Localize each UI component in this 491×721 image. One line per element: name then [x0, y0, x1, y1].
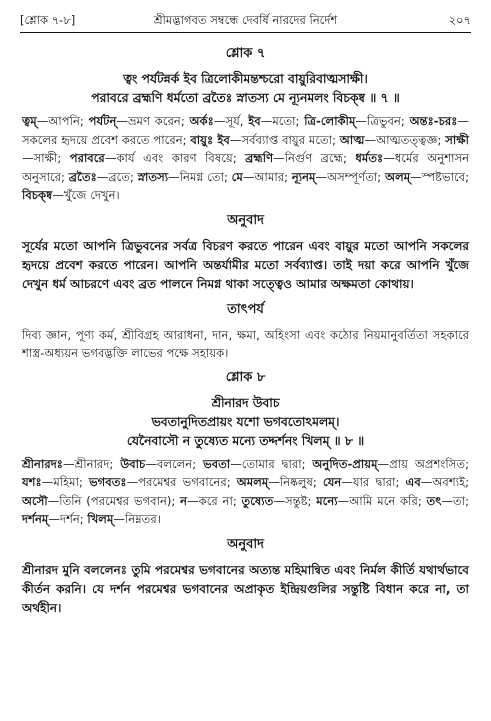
- synonym-term: পরাবরে: [69, 151, 105, 165]
- header-chapter-title: শ্রীমদ্ভাগবত সম্বন্ধে দেবর্ষি নারদের নির্দেশ: [153, 13, 338, 27]
- verse8-heading: শ্লোক ৮: [225, 369, 266, 385]
- verse8-text: [22, 394, 469, 451]
- synonym-term: অসৌ: [22, 493, 48, 508]
- synonym-term: পর্যটন্: [88, 114, 117, 128]
- synonym-term: ভবতা: [203, 456, 231, 471]
- synonym-term: মন্যে: [316, 493, 338, 508]
- synonym-meaning: সূর্য,: [225, 114, 249, 128]
- synonym-meaning: মহিমা;: [53, 475, 90, 489]
- synonym-meaning: আত্মতত্ত্বজ্ঞ;: [376, 132, 446, 147]
- synonym-term: অন্তঃ-চরঃ: [409, 114, 458, 128]
- synonym-term: যেন: [322, 475, 342, 489]
- synonym-meaning: স্পষ্টভাবে;: [421, 169, 470, 184]
- verse7-text: [22, 70, 469, 108]
- synonym-meaning: নিষ্কলুষ;: [279, 475, 323, 489]
- synonym-term: ত্রি-লোকীম্: [304, 114, 356, 128]
- verse7-translation: সূর্যের মতো আপনি ত্রিভুবনের সর্বত্র বিচরণ করতে পারেন এবং বায়ুর মতো আপনি সকলের হৃদয়ে প্রবেশ করতে পারেন। আপনি অন্তর্যামীর মতো সর্বব্যাপ্ত। তাই দয়া করে আপনি খুঁজে দেখুন ধর্ম আচরণে এবং ব্রত পালনে নিমগ্ন থাকা সত্ত্বেও আমার অক্ষমতা কোথায়।: [22, 238, 469, 291]
- verse8-speaker: শ্রীনারদ উবাচ: [211, 395, 280, 410]
- verse8-translation: শ্রীনারদ মুনি বললেনঃ তুমি পরমেশ্বর ভগবানের অত্যন্ত মহিমান্বিত এবং নির্মল কীর্তি যথার্থভাবে কীর্তন করনি। যে দর্শন পরমেশ্বর ভগবানের অপ্রাকৃত ইন্দ্রিয়গুলির সন্তুষ্টি বিধান করে না, তা অর্থহীন।: [22, 562, 469, 615]
- synonym-meaning: যার দ্বারা;: [352, 475, 406, 489]
- synonym-term: অর্কঃ: [189, 114, 214, 128]
- verse7-translation-heading: অনুবাদ: [227, 212, 264, 228]
- synonym-meaning: করে না;: [198, 493, 242, 508]
- synonym-meaning: সকলের হৃদয়ে প্রবেশ করতে পারেন;: [22, 132, 191, 147]
- synonym-meaning: নিমগ্ন তো;: [179, 169, 232, 184]
- synonym-meaning: তোমার দ্বারা;: [241, 456, 313, 471]
- verse8-translation-heading: অনুবাদ: [227, 536, 264, 552]
- synonym-term: অনুদিত-প্রায়ম্: [312, 456, 378, 471]
- synonym-meaning: ব্রতে;: [108, 169, 138, 184]
- synonym-term: তৎ: [426, 493, 442, 508]
- synonym-meaning: তা;: [453, 493, 469, 508]
- synonym-meaning: মতো;: [272, 114, 305, 128]
- synonym-term: এব: [405, 475, 421, 489]
- verse8-line-2: যেনৈবাসৌ ন তুষ্যেত মন্যে তদ্দর্শনং খিলম্ ॥ ৮ ॥: [126, 433, 365, 448]
- synonym-term: ন্যূনম্: [291, 169, 316, 184]
- synonym-term: ন: [180, 493, 188, 508]
- verse7-purport-heading: তাৎপর্য: [227, 301, 264, 317]
- synonym-term: খিলম্: [87, 512, 114, 526]
- synonym-meaning: সর্বব্যাপ্ত বায়ুর মতো;: [241, 132, 340, 147]
- synonym-meaning: অবশ্যই;: [432, 475, 470, 489]
- synonym-term: উবাচ: [120, 456, 146, 471]
- synonym-meaning: খুঁজে দেখুন।: [63, 188, 120, 202]
- synonym-term: ত্বম্: [22, 114, 37, 128]
- synonym-meaning: পরমেশ্বর ভগবানের;: [138, 475, 237, 489]
- synonym-term: ইব: [248, 114, 261, 128]
- synonym-meaning: আপনি;: [48, 114, 89, 128]
- verse7-line-1: ত্বং পর্যটন্নর্ক ইব ত্রিলোকীমন্তশ্চরো বায়ুরিবাত্মসাক্ষী।: [123, 72, 368, 86]
- synonym-term: বায়ুঃ ইব: [190, 132, 230, 147]
- synonym-meaning: ভ্রমণ করেন;: [128, 114, 190, 128]
- synonym-term: সাক্ষী: [445, 132, 469, 147]
- header-page-number: ২০৭: [448, 13, 471, 27]
- synonym-meaning: বললেন;: [156, 456, 204, 471]
- synonym-meaning: ধর্মের অনুশাসন অনুসারে;: [22, 151, 470, 184]
- synonym-term: স্নাতস্য: [137, 169, 169, 184]
- synonym-term: তুষ্যেত: [241, 493, 274, 508]
- synonym-meaning: আমার;: [254, 169, 292, 184]
- synonym-meaning: ত্রিভুবন;: [367, 114, 410, 128]
- verse7-purport: দিব্য জ্ঞান, পূণ্য কর্ম, শ্রীবিগ্রহ আরাধনা, দান, ক্ষমা, অহিংসা এবং কঠোর নিয়মানুবর্তিতা সহকারে শাস্ত্র-অধ্যয়ন ভগবদ্ভক্তি লাভের পক্ষে সহায়ক।: [22, 327, 469, 360]
- synonym-term: ভগবতঃ: [89, 475, 127, 489]
- synonym-term: মে: [231, 169, 243, 184]
- synonym-meaning: প্রায় অপ্রশংসিত;: [389, 456, 469, 471]
- synonym-term: দর্শনম্: [22, 512, 49, 526]
- verse7-synonyms: ত্বম্—আপনি; পর্যটন্—ভ্রমণ করেন; অর্কঃ—সূর্য, ইব—মতো; ত্রি-লোকীম্—ত্রিভুবন; অন্তঃ-চরঃ—সকলের হৃদয়ে প্রবেশ করতে পারেন; বায়ুঃ ইব—সর্বব্যাপ্ত বায়ুর মতো; আত্ম—আত্মতত্ত্বজ্ঞ; সাক্ষী—সাক্ষী; পরাবরে—কার্য এবং কারণ বিষয়ে; ব্রহ্মণি—নির্গুণ ব্রহ্মে; ধর্মতঃ—ধর্মের অনুশাসন অনুসারে; ব্রতৈঃ—ব্রতে; স্নাতস্য—নিমগ্ন তো; মে—আমার; ন্যূনম্—অসম্পূর্ণতা; অলম্—স্পষ্টভাবে; বিচক্ষ্ব—খুঁজে দেখুন।: [22, 114, 470, 202]
- synonym-meaning: শ্রীনারদ;: [74, 456, 121, 471]
- synonym-term: আত্ম: [339, 132, 365, 147]
- synonym-meaning: দর্শন;: [59, 512, 88, 526]
- header-verse-range: [শ্লোক ৭-৮]: [20, 13, 76, 27]
- page-header: [20, 8, 471, 30]
- synonym-term: অমলম্: [236, 475, 269, 489]
- verse7-heading: শ্লোক ৭: [225, 46, 266, 61]
- synonym-term: যশঃ: [22, 475, 42, 489]
- header-divider: [20, 32, 471, 33]
- synonym-term: ধর্মতঃ: [355, 151, 384, 165]
- verse8-synonyms: শ্রীনারদঃ—শ্রীনারদ; উবাচ—বললেন; ভবতা—তোমার দ্বারা; অনুদিত-প্রায়ম্—প্রায় অপ্রশংসিত; যশঃ—মহিমা; ভগবতঃ—পরমেশ্বর ভগবানের; অমলম্—নিষ্কলুষ; যেন—যার দ্বারা; এব—অবশ্যই; অসৌ—তিনি (পরমেশ্বর ভগবান); ন—করে না; তুষ্যেত—সন্তুষ্ট; মন্যে—আমি মনে করি; তৎ—তা; দর্শনম্—দর্শন; খিলম্—নিম্নতর।: [22, 456, 470, 526]
- synonym-meaning: তিনি (পরমেশ্বর ভগবান);: [59, 493, 181, 508]
- synonym-meaning: সাক্ষী;: [33, 151, 70, 165]
- page-body: [22, 38, 469, 618]
- synonym-meaning: সন্তুষ্ট;: [284, 493, 317, 508]
- synonym-term: বিচক্ষ্ব: [22, 188, 53, 202]
- synonym-meaning: অসম্পূর্ণতা;: [327, 169, 386, 184]
- verse7-line-2: পরাবরে ব্রহ্মণি ধর্মতো ব্রতৈঃ স্নাতস্য মে ন্যূনমলং বিচক্ষ্ব ॥ ৭ ॥: [91, 91, 400, 105]
- synonym-meaning: নির্গুণ ব্রহ্মে;: [284, 151, 356, 165]
- synonym-meaning: নিম্নতর।: [124, 512, 161, 526]
- verse8-line-1: ভবতানুদিতপ্রায়ং যশো ভগবতোঽমলম্।: [151, 414, 340, 429]
- synonym-term: অলম্: [385, 169, 411, 184]
- synonym-term: ব্রহ্মণি: [245, 151, 274, 165]
- synonym-term: শ্রীনারদঃ: [22, 456, 63, 471]
- synonym-meaning: কার্য এবং কারণ বিষয়ে;: [116, 151, 246, 165]
- synonym-meaning: আমি মনে করি;: [349, 493, 427, 508]
- synonym-term: ব্রতৈঃ: [68, 169, 97, 184]
